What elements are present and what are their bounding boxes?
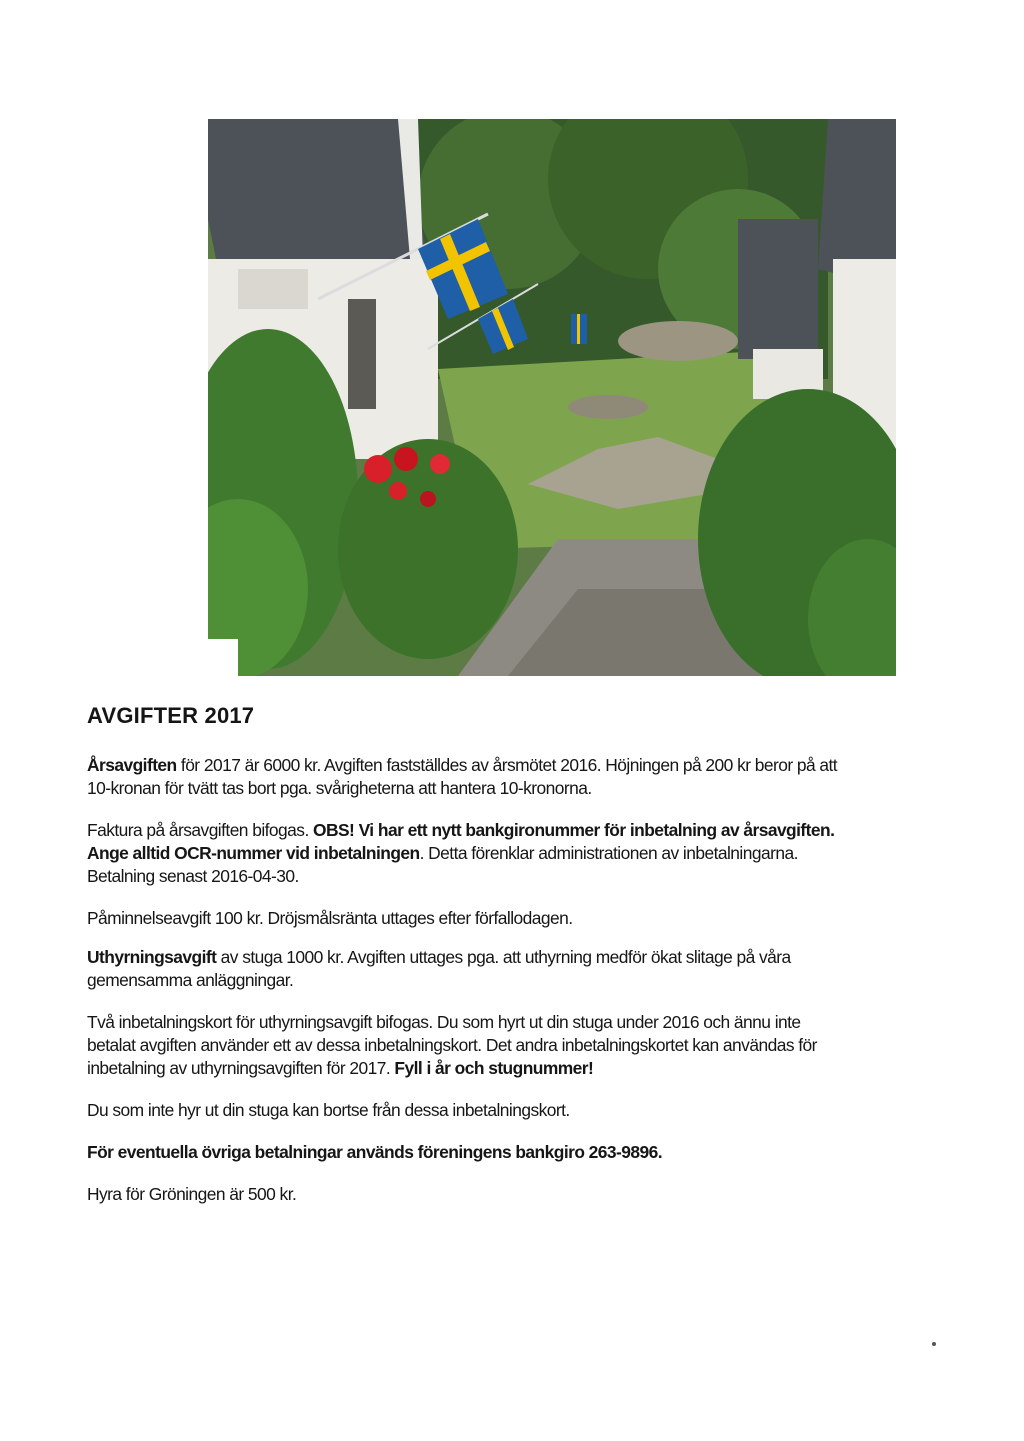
line: Påminnelseavgift 100 kr. Dröjsmålsränta uttages efter förfallodagen. [87,908,573,928]
line: Du som inte hyr ut din stuga kan bortse från dessa inbetalningskort. [87,1100,570,1120]
rose-flower [389,482,407,500]
bold-text: OBS! Vi har ett nytt bankgironummer för inbetalning av årsavgiften. [313,820,835,840]
line: Betalning senast 2016-04-30. [87,866,299,886]
rose-flower [394,447,418,471]
photo-edge [178,119,208,676]
line [87,843,798,863]
left-cottage-door [348,299,376,409]
scan-speck [932,1342,936,1346]
bold-text: Ange alltid OCR-nummer vid inbetalningen [87,843,420,863]
rock [618,321,738,361]
page-title: AVGIFTER 2017 [87,703,255,728]
rose-flower [430,454,450,474]
bold-text: Uthyrningsavgift [87,947,217,967]
cottage-garden-illustration [178,119,896,676]
text: . Detta förenklar administrationen av inbetalningarna. [419,843,798,863]
paragraph-reminder-fee [87,907,967,930]
line: Hyra för Gröningen är 500 kr. [87,1184,297,1204]
line: betalat avgiften använder ett av dessa inbetalningskort. Det andra inbetalningskortet kan användas för [87,1035,817,1055]
text: för 2017 är 6000 kr. Avgiften fastställdes av årsmötet 2016. Höjningen på 200 kr beror på att [176,755,838,775]
left-cottage-porch [238,269,308,309]
bold-text: För eventuella övriga betalningar används föreningens bankgiro 263-9896. [87,1142,663,1162]
paragraph-not-renting [87,1099,967,1122]
text: inbetalning av uthyrningsavgiften för 2017. [87,1058,395,1078]
text: av stuga 1000 kr. Avgiften uttages pga. att uthyrning medför ökat slitage på våra [216,947,791,967]
document-body [87,754,967,1225]
bold-text: Årsavgiften [87,755,177,775]
line: Två inbetalningskort för uthyrningsavgift bifogas. Du som hyrt ut din stuga under 2016 och ännu inte [87,1012,801,1032]
paragraph-payment-cards [87,1011,967,1080]
line [87,1058,593,1078]
right-cottage-roof-far [738,219,818,359]
text: Faktura på årsavgiften bifogas. [87,820,314,840]
swedish-flag-cross [577,314,580,344]
paragraph-groningen-rent [87,1183,967,1206]
photo [178,119,896,676]
photo-edge [178,639,238,676]
line [87,820,834,840]
line: gemensamma anläggningar. [87,970,294,990]
rose-flower [364,455,392,483]
paragraph-invoice [87,819,967,888]
rose-flower [420,491,436,507]
bold-text: Fyll i år och stugnummer! [394,1058,594,1078]
left-cottage-roof [188,119,428,269]
line: 10-kronan för tvätt tas bort pga. svårigheterna att hantera 10-kronorna. [87,778,592,798]
rock [568,395,648,419]
line [87,947,791,967]
paragraph-bankgiro [87,1141,967,1164]
line [87,755,837,775]
paragraph-annual-fee [87,754,967,800]
paragraph-rental-fee [87,946,967,992]
